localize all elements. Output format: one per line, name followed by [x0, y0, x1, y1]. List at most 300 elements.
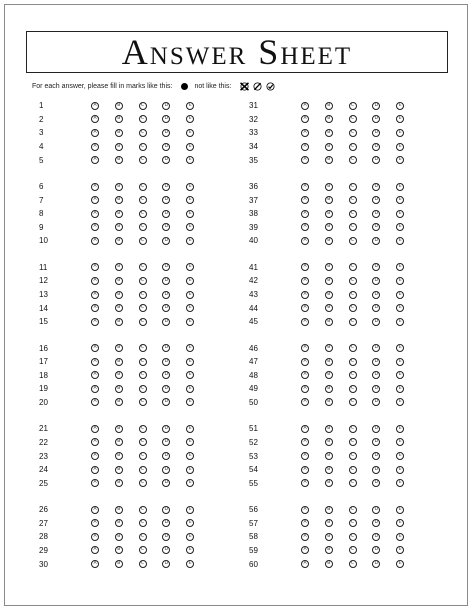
answer-bubble-d[interactable]: D — [372, 210, 380, 218]
answer-bubble-b[interactable]: B — [325, 546, 333, 554]
answer-bubble-e[interactable]: E — [186, 358, 194, 366]
answer-bubble-b[interactable]: B — [115, 438, 123, 446]
answer-bubble-e[interactable]: E — [396, 304, 404, 312]
answer-bubble-d[interactable]: D — [372, 277, 380, 285]
answer-bubble-d[interactable]: D — [372, 263, 380, 271]
answer-bubble-e[interactable]: E — [396, 143, 404, 151]
answer-bubble-e[interactable]: E — [396, 398, 404, 406]
answer-bubble-a[interactable]: A — [301, 385, 309, 393]
answer-bubble-e[interactable]: E — [186, 183, 194, 191]
answer-bubble-e[interactable]: E — [186, 210, 194, 218]
answer-bubble-b[interactable]: B — [325, 533, 333, 541]
answer-bubble-e[interactable]: E — [186, 115, 194, 123]
answer-bubble-a[interactable]: A — [91, 143, 99, 151]
answer-bubble-e[interactable]: E — [396, 560, 404, 568]
answer-bubble-a[interactable]: A — [301, 519, 309, 527]
answer-bubble-a[interactable]: A — [91, 479, 99, 487]
answer-bubble-a[interactable]: A — [301, 263, 309, 271]
answer-bubble-a[interactable]: A — [91, 277, 99, 285]
answer-bubble-c[interactable]: C — [349, 143, 357, 151]
answer-bubble-d[interactable]: D — [372, 506, 380, 514]
answer-bubble-e[interactable]: E — [396, 277, 404, 285]
answer-bubble-c[interactable]: C — [349, 156, 357, 164]
answer-bubble-c[interactable]: C — [349, 304, 357, 312]
answer-bubble-e[interactable]: E — [396, 102, 404, 110]
answer-bubble-a[interactable]: A — [301, 102, 309, 110]
answer-bubble-b[interactable]: B — [115, 102, 123, 110]
answer-bubble-d[interactable]: D — [162, 506, 170, 514]
answer-bubble-a[interactable]: A — [91, 263, 99, 271]
answer-bubble-d[interactable]: D — [372, 371, 380, 379]
answer-bubble-e[interactable]: E — [396, 385, 404, 393]
answer-bubble-d[interactable]: D — [372, 183, 380, 191]
answer-bubble-d[interactable]: D — [372, 156, 380, 164]
answer-bubble-a[interactable]: A — [301, 546, 309, 554]
answer-bubble-d[interactable]: D — [162, 143, 170, 151]
answer-bubble-b[interactable]: B — [325, 519, 333, 527]
answer-bubble-e[interactable]: E — [186, 143, 194, 151]
answer-bubble-c[interactable]: C — [349, 196, 357, 204]
answer-bubble-e[interactable]: E — [186, 425, 194, 433]
answer-bubble-a[interactable]: A — [91, 129, 99, 137]
answer-bubble-a[interactable]: A — [91, 358, 99, 366]
answer-bubble-a[interactable]: A — [91, 102, 99, 110]
answer-bubble-a[interactable]: A — [91, 385, 99, 393]
answer-bubble-e[interactable]: E — [186, 479, 194, 487]
answer-bubble-d[interactable]: D — [162, 358, 170, 366]
answer-bubble-a[interactable]: A — [91, 196, 99, 204]
answer-bubble-d[interactable]: D — [372, 318, 380, 326]
answer-bubble-e[interactable]: E — [396, 466, 404, 474]
answer-bubble-c[interactable]: C — [349, 102, 357, 110]
answer-bubble-d[interactable]: D — [372, 143, 380, 151]
answer-bubble-a[interactable]: A — [301, 371, 309, 379]
answer-bubble-c[interactable]: C — [349, 237, 357, 245]
answer-bubble-b[interactable]: B — [115, 304, 123, 312]
answer-bubble-d[interactable]: D — [162, 263, 170, 271]
answer-bubble-c[interactable]: C — [349, 115, 357, 123]
answer-bubble-d[interactable]: D — [372, 237, 380, 245]
answer-bubble-b[interactable]: B — [115, 546, 123, 554]
answer-bubble-e[interactable]: E — [186, 223, 194, 231]
answer-bubble-b[interactable]: B — [325, 371, 333, 379]
answer-bubble-a[interactable]: A — [301, 318, 309, 326]
answer-bubble-c[interactable]: C — [349, 546, 357, 554]
answer-bubble-a[interactable]: A — [91, 519, 99, 527]
answer-bubble-d[interactable]: D — [162, 425, 170, 433]
answer-bubble-a[interactable]: A — [91, 115, 99, 123]
answer-bubble-b[interactable]: B — [325, 560, 333, 568]
answer-bubble-c[interactable]: C — [349, 210, 357, 218]
answer-bubble-c[interactable]: C — [349, 318, 357, 326]
answer-bubble-b[interactable]: B — [115, 318, 123, 326]
answer-bubble-d[interactable]: D — [162, 277, 170, 285]
answer-bubble-d[interactable]: D — [162, 304, 170, 312]
answer-bubble-e[interactable]: E — [186, 452, 194, 460]
answer-bubble-d[interactable]: D — [162, 452, 170, 460]
answer-bubble-d[interactable]: D — [162, 519, 170, 527]
answer-bubble-b[interactable]: B — [325, 223, 333, 231]
answer-bubble-a[interactable]: A — [91, 183, 99, 191]
answer-bubble-b[interactable]: B — [115, 371, 123, 379]
answer-bubble-b[interactable]: B — [325, 129, 333, 137]
answer-bubble-d[interactable]: D — [162, 129, 170, 137]
answer-bubble-b[interactable]: B — [115, 115, 123, 123]
answer-bubble-c[interactable]: C — [139, 115, 147, 123]
answer-bubble-c[interactable]: C — [349, 344, 357, 352]
answer-bubble-c[interactable]: C — [349, 425, 357, 433]
answer-bubble-a[interactable]: A — [301, 291, 309, 299]
answer-bubble-a[interactable]: A — [301, 479, 309, 487]
answer-bubble-c[interactable]: C — [139, 143, 147, 151]
answer-bubble-e[interactable]: E — [396, 210, 404, 218]
answer-bubble-d[interactable]: D — [162, 438, 170, 446]
answer-bubble-d[interactable]: D — [162, 344, 170, 352]
answer-bubble-e[interactable]: E — [396, 156, 404, 164]
answer-bubble-e[interactable]: E — [396, 291, 404, 299]
answer-bubble-d[interactable]: D — [162, 466, 170, 474]
answer-bubble-d[interactable]: D — [372, 519, 380, 527]
answer-bubble-b[interactable]: B — [115, 156, 123, 164]
answer-bubble-c[interactable]: C — [139, 479, 147, 487]
answer-bubble-e[interactable]: E — [186, 318, 194, 326]
answer-bubble-b[interactable]: B — [115, 358, 123, 366]
answer-bubble-e[interactable]: E — [186, 371, 194, 379]
answer-bubble-d[interactable]: D — [372, 479, 380, 487]
answer-bubble-c[interactable]: C — [139, 560, 147, 568]
answer-bubble-c[interactable]: C — [139, 129, 147, 137]
answer-bubble-c[interactable]: C — [139, 277, 147, 285]
answer-bubble-a[interactable]: A — [301, 358, 309, 366]
answer-bubble-c[interactable]: C — [139, 452, 147, 460]
answer-bubble-b[interactable]: B — [115, 479, 123, 487]
answer-bubble-a[interactable]: A — [91, 223, 99, 231]
answer-bubble-b[interactable]: B — [325, 479, 333, 487]
answer-bubble-b[interactable]: B — [325, 425, 333, 433]
answer-bubble-d[interactable]: D — [372, 196, 380, 204]
answer-bubble-d[interactable]: D — [372, 466, 380, 474]
answer-bubble-e[interactable]: E — [396, 425, 404, 433]
answer-bubble-d[interactable]: D — [162, 210, 170, 218]
answer-bubble-c[interactable]: C — [139, 438, 147, 446]
answer-bubble-b[interactable]: B — [115, 237, 123, 245]
answer-bubble-b[interactable]: B — [115, 223, 123, 231]
answer-bubble-b[interactable]: B — [115, 143, 123, 151]
answer-bubble-e[interactable]: E — [396, 546, 404, 554]
answer-bubble-b[interactable]: B — [325, 291, 333, 299]
answer-bubble-b[interactable]: B — [115, 385, 123, 393]
answer-bubble-c[interactable]: C — [139, 398, 147, 406]
answer-bubble-d[interactable]: D — [162, 196, 170, 204]
answer-bubble-b[interactable]: B — [115, 452, 123, 460]
answer-bubble-e[interactable]: E — [186, 533, 194, 541]
answer-bubble-a[interactable]: A — [91, 466, 99, 474]
answer-bubble-e[interactable]: E — [396, 371, 404, 379]
answer-bubble-d[interactable]: D — [162, 546, 170, 554]
answer-bubble-e[interactable]: E — [396, 318, 404, 326]
answer-bubble-a[interactable]: A — [91, 156, 99, 164]
answer-bubble-b[interactable]: B — [325, 466, 333, 474]
answer-bubble-a[interactable]: A — [301, 398, 309, 406]
answer-bubble-b[interactable]: B — [115, 344, 123, 352]
answer-bubble-b[interactable]: B — [325, 358, 333, 366]
answer-bubble-b[interactable]: B — [115, 466, 123, 474]
answer-bubble-a[interactable]: A — [91, 344, 99, 352]
answer-bubble-c[interactable]: C — [349, 533, 357, 541]
answer-bubble-e[interactable]: E — [396, 223, 404, 231]
answer-bubble-d[interactable]: D — [162, 398, 170, 406]
answer-bubble-b[interactable]: B — [325, 277, 333, 285]
answer-bubble-c[interactable]: C — [349, 277, 357, 285]
answer-bubble-c[interactable]: C — [349, 183, 357, 191]
answer-bubble-c[interactable]: C — [349, 385, 357, 393]
answer-bubble-c[interactable]: C — [139, 102, 147, 110]
answer-bubble-d[interactable]: D — [162, 318, 170, 326]
answer-bubble-d[interactable]: D — [162, 291, 170, 299]
answer-bubble-e[interactable]: E — [186, 291, 194, 299]
answer-bubble-a[interactable]: A — [301, 344, 309, 352]
answer-bubble-e[interactable]: E — [186, 466, 194, 474]
answer-bubble-b[interactable]: B — [115, 425, 123, 433]
answer-bubble-e[interactable]: E — [396, 129, 404, 137]
answer-bubble-b[interactable]: B — [115, 183, 123, 191]
answer-bubble-d[interactable]: D — [372, 546, 380, 554]
answer-bubble-b[interactable]: B — [115, 263, 123, 271]
answer-bubble-a[interactable]: A — [91, 291, 99, 299]
answer-bubble-a[interactable]: A — [91, 318, 99, 326]
answer-bubble-e[interactable]: E — [396, 533, 404, 541]
answer-bubble-e[interactable]: E — [186, 156, 194, 164]
answer-bubble-e[interactable]: E — [186, 519, 194, 527]
answer-bubble-c[interactable]: C — [139, 237, 147, 245]
answer-bubble-e[interactable]: E — [396, 237, 404, 245]
answer-bubble-c[interactable]: C — [139, 466, 147, 474]
answer-bubble-c[interactable]: C — [139, 506, 147, 514]
answer-bubble-a[interactable]: A — [91, 425, 99, 433]
answer-bubble-b[interactable]: B — [325, 156, 333, 164]
answer-bubble-c[interactable]: C — [349, 438, 357, 446]
answer-bubble-b[interactable]: B — [115, 277, 123, 285]
answer-bubble-e[interactable]: E — [396, 358, 404, 366]
answer-bubble-b[interactable]: B — [115, 519, 123, 527]
answer-bubble-d[interactable]: D — [372, 102, 380, 110]
answer-bubble-d[interactable]: D — [162, 115, 170, 123]
answer-bubble-b[interactable]: B — [325, 344, 333, 352]
answer-bubble-a[interactable]: A — [301, 304, 309, 312]
answer-bubble-c[interactable]: C — [139, 210, 147, 218]
answer-bubble-d[interactable]: D — [372, 358, 380, 366]
answer-bubble-d[interactable]: D — [162, 560, 170, 568]
answer-bubble-e[interactable]: E — [396, 479, 404, 487]
answer-bubble-e[interactable]: E — [396, 452, 404, 460]
answer-bubble-a[interactable]: A — [91, 304, 99, 312]
answer-bubble-d[interactable]: D — [162, 479, 170, 487]
answer-bubble-b[interactable]: B — [325, 237, 333, 245]
answer-bubble-d[interactable]: D — [162, 533, 170, 541]
answer-bubble-a[interactable]: A — [91, 452, 99, 460]
answer-bubble-b[interactable]: B — [325, 385, 333, 393]
answer-bubble-b[interactable]: B — [325, 183, 333, 191]
answer-bubble-a[interactable]: A — [301, 143, 309, 151]
answer-bubble-c[interactable]: C — [349, 560, 357, 568]
answer-bubble-d[interactable]: D — [162, 156, 170, 164]
answer-bubble-b[interactable]: B — [115, 210, 123, 218]
answer-bubble-c[interactable]: C — [139, 358, 147, 366]
answer-bubble-e[interactable]: E — [186, 129, 194, 137]
answer-bubble-a[interactable]: A — [91, 533, 99, 541]
answer-bubble-a[interactable]: A — [301, 533, 309, 541]
answer-bubble-c[interactable]: C — [139, 291, 147, 299]
answer-bubble-c[interactable]: C — [349, 398, 357, 406]
answer-bubble-e[interactable]: E — [396, 115, 404, 123]
answer-bubble-d[interactable]: D — [372, 115, 380, 123]
answer-bubble-d[interactable]: D — [372, 291, 380, 299]
answer-bubble-c[interactable]: C — [139, 425, 147, 433]
answer-bubble-e[interactable]: E — [186, 506, 194, 514]
answer-bubble-b[interactable]: B — [325, 304, 333, 312]
answer-bubble-e[interactable]: E — [396, 183, 404, 191]
answer-bubble-d[interactable]: D — [372, 344, 380, 352]
answer-bubble-a[interactable]: A — [301, 183, 309, 191]
answer-bubble-e[interactable]: E — [396, 196, 404, 204]
answer-bubble-d[interactable]: D — [162, 102, 170, 110]
answer-bubble-b[interactable]: B — [325, 452, 333, 460]
answer-bubble-c[interactable]: C — [139, 318, 147, 326]
answer-bubble-d[interactable]: D — [372, 398, 380, 406]
answer-bubble-d[interactable]: D — [372, 425, 380, 433]
answer-bubble-e[interactable]: E — [396, 263, 404, 271]
answer-bubble-b[interactable]: B — [325, 115, 333, 123]
answer-bubble-d[interactable]: D — [162, 183, 170, 191]
answer-bubble-e[interactable]: E — [396, 438, 404, 446]
answer-bubble-b[interactable]: B — [115, 533, 123, 541]
answer-bubble-c[interactable]: C — [139, 263, 147, 271]
answer-bubble-a[interactable]: A — [301, 438, 309, 446]
answer-bubble-b[interactable]: B — [325, 196, 333, 204]
answer-bubble-c[interactable]: C — [139, 385, 147, 393]
answer-bubble-d[interactable]: D — [162, 237, 170, 245]
answer-bubble-e[interactable]: E — [186, 560, 194, 568]
answer-bubble-d[interactable]: D — [372, 304, 380, 312]
answer-bubble-b[interactable]: B — [325, 102, 333, 110]
answer-bubble-e[interactable]: E — [396, 506, 404, 514]
answer-bubble-b[interactable]: B — [325, 143, 333, 151]
answer-bubble-d[interactable]: D — [372, 438, 380, 446]
answer-bubble-e[interactable]: E — [396, 344, 404, 352]
answer-bubble-c[interactable]: C — [139, 344, 147, 352]
answer-bubble-a[interactable]: A — [301, 210, 309, 218]
answer-bubble-d[interactable]: D — [372, 129, 380, 137]
answer-bubble-e[interactable]: E — [186, 398, 194, 406]
answer-bubble-b[interactable]: B — [325, 398, 333, 406]
answer-bubble-d[interactable]: D — [372, 533, 380, 541]
answer-bubble-a[interactable]: A — [301, 466, 309, 474]
answer-bubble-a[interactable]: A — [91, 506, 99, 514]
answer-bubble-a[interactable]: A — [301, 129, 309, 137]
answer-bubble-b[interactable]: B — [115, 506, 123, 514]
answer-bubble-c[interactable]: C — [139, 304, 147, 312]
answer-bubble-c[interactable]: C — [139, 546, 147, 554]
answer-bubble-a[interactable]: A — [91, 210, 99, 218]
answer-bubble-b[interactable]: B — [325, 438, 333, 446]
answer-bubble-b[interactable]: B — [115, 398, 123, 406]
answer-bubble-a[interactable]: A — [91, 546, 99, 554]
answer-bubble-c[interactable]: C — [139, 223, 147, 231]
answer-bubble-c[interactable]: C — [349, 371, 357, 379]
answer-bubble-c[interactable]: C — [349, 519, 357, 527]
answer-bubble-a[interactable]: A — [301, 196, 309, 204]
answer-bubble-c[interactable]: C — [349, 452, 357, 460]
answer-bubble-c[interactable]: C — [139, 196, 147, 204]
answer-bubble-a[interactable]: A — [301, 237, 309, 245]
answer-bubble-e[interactable]: E — [186, 102, 194, 110]
answer-bubble-e[interactable]: E — [186, 196, 194, 204]
answer-bubble-a[interactable]: A — [91, 398, 99, 406]
answer-bubble-a[interactable]: A — [301, 156, 309, 164]
answer-bubble-a[interactable]: A — [301, 223, 309, 231]
answer-bubble-e[interactable]: E — [186, 344, 194, 352]
answer-bubble-a[interactable]: A — [91, 371, 99, 379]
answer-bubble-b[interactable]: B — [325, 210, 333, 218]
answer-bubble-b[interactable]: B — [325, 263, 333, 271]
answer-bubble-c[interactable]: C — [139, 371, 147, 379]
answer-bubble-b[interactable]: B — [115, 129, 123, 137]
answer-bubble-c[interactable]: C — [349, 263, 357, 271]
answer-bubble-c[interactable]: C — [139, 533, 147, 541]
answer-bubble-e[interactable]: E — [186, 546, 194, 554]
answer-bubble-a[interactable]: A — [301, 277, 309, 285]
answer-bubble-d[interactable]: D — [372, 560, 380, 568]
answer-bubble-a[interactable]: A — [301, 452, 309, 460]
answer-bubble-e[interactable]: E — [186, 237, 194, 245]
answer-bubble-e[interactable]: E — [186, 304, 194, 312]
answer-bubble-c[interactable]: C — [349, 358, 357, 366]
answer-bubble-a[interactable]: A — [301, 506, 309, 514]
answer-bubble-b[interactable]: B — [115, 291, 123, 299]
answer-bubble-d[interactable]: D — [162, 371, 170, 379]
answer-bubble-c[interactable]: C — [349, 466, 357, 474]
answer-bubble-d[interactable]: D — [372, 223, 380, 231]
answer-bubble-d[interactable]: D — [162, 223, 170, 231]
answer-bubble-a[interactable]: A — [91, 560, 99, 568]
answer-bubble-e[interactable]: E — [186, 438, 194, 446]
answer-bubble-c[interactable]: C — [349, 506, 357, 514]
answer-bubble-d[interactable]: D — [162, 385, 170, 393]
answer-bubble-b[interactable]: B — [115, 560, 123, 568]
answer-bubble-b[interactable]: B — [325, 318, 333, 326]
answer-bubble-a[interactable]: A — [301, 425, 309, 433]
answer-bubble-c[interactable]: C — [139, 156, 147, 164]
answer-bubble-d[interactable]: D — [372, 452, 380, 460]
answer-bubble-e[interactable]: E — [186, 385, 194, 393]
answer-bubble-c[interactable]: C — [349, 479, 357, 487]
answer-bubble-d[interactable]: D — [372, 385, 380, 393]
answer-bubble-e[interactable]: E — [186, 263, 194, 271]
answer-bubble-a[interactable]: A — [91, 438, 99, 446]
answer-bubble-c[interactable]: C — [139, 183, 147, 191]
answer-bubble-c[interactable]: C — [349, 129, 357, 137]
answer-bubble-a[interactable]: A — [301, 115, 309, 123]
answer-bubble-c[interactable]: C — [349, 291, 357, 299]
answer-bubble-e[interactable]: E — [396, 519, 404, 527]
answer-bubble-a[interactable]: A — [301, 560, 309, 568]
answer-bubble-c[interactable]: C — [349, 223, 357, 231]
answer-bubble-b[interactable]: B — [325, 506, 333, 514]
answer-bubble-e[interactable]: E — [186, 277, 194, 285]
answer-bubble-c[interactable]: C — [139, 519, 147, 527]
answer-bubble-b[interactable]: B — [115, 196, 123, 204]
answer-bubble-a[interactable]: A — [91, 237, 99, 245]
